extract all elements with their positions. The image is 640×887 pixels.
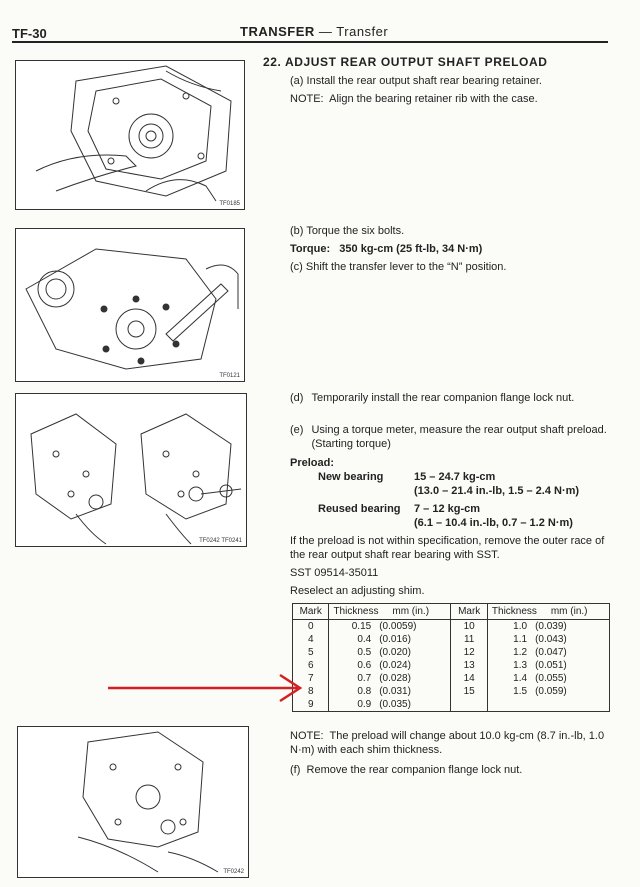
- illustration-torque: [16, 229, 244, 381]
- thickness-in-cell: (0.055): [531, 672, 609, 685]
- note-text: Align the bearing retainer rib with the case.: [329, 93, 538, 105]
- mark-cell: 11: [451, 633, 487, 646]
- header-thickness: [487, 604, 609, 620]
- thickness-in-cell: (0.059): [531, 685, 609, 698]
- substep-f: [290, 763, 522, 777]
- note-preload: [290, 729, 612, 757]
- thickness-in-cell: (0.047): [531, 646, 609, 659]
- figure-code: TF0242: [223, 869, 244, 875]
- substep-label: (a): [290, 75, 304, 87]
- illustration-lock-nut: [18, 727, 248, 877]
- figure-code: TF0242 TF0241: [199, 538, 242, 544]
- header-rule: [12, 41, 608, 43]
- thickness-mm-cell: 0.9: [329, 698, 375, 712]
- thickness-in-cell: [531, 698, 609, 712]
- mark-cell: 8: [293, 685, 329, 698]
- thickness-mm-cell: 1.5: [487, 685, 531, 698]
- substep-a: [290, 74, 620, 88]
- torque-label: Torque:: [290, 243, 331, 255]
- table-row: [293, 659, 610, 672]
- thickness-mm-cell: 0.15: [329, 620, 375, 634]
- step-heading: [263, 55, 548, 69]
- reused-bearing-value-alt: (6.1 – 10.4 in.-lb, 0.7 – 1.2 N·m): [414, 517, 573, 529]
- thickness-in-cell: (0.028): [375, 672, 451, 685]
- thickness-mm-cell: [487, 698, 531, 712]
- substep-text: Torque the six bolts.: [306, 225, 405, 237]
- substep-c: [290, 260, 506, 274]
- new-bearing-value: 15 – 24.7 kg-cm: [414, 471, 496, 483]
- illustration-preload: [16, 394, 246, 546]
- substep-text: Remove the rear companion flange lock nut.: [306, 764, 523, 776]
- substep-text: Shift the transfer lever to the “N” position.: [305, 261, 507, 273]
- table-row: [293, 633, 610, 646]
- header-thickness: [329, 604, 451, 620]
- mark-cell: 9: [293, 698, 329, 712]
- substep-label: (b): [290, 225, 304, 237]
- substep-label: (d): [290, 392, 304, 404]
- torque-spec: [290, 242, 482, 256]
- substep-label: (c): [290, 261, 303, 273]
- step-number: 22.: [263, 55, 282, 69]
- new-bearing-value-alt: (13.0 – 21.4 in.-lb, 1.5 – 2.4 N·m): [414, 485, 580, 497]
- mark-cell: 0: [293, 620, 329, 634]
- note-label: NOTE:: [290, 730, 324, 742]
- thickness-in-cell: (0.035): [375, 698, 451, 712]
- thickness-mm-cell: 0.7: [329, 672, 375, 685]
- shim-table: [292, 603, 610, 712]
- header-thickness-label: Thickness: [333, 606, 379, 617]
- thickness-mm-cell: 1.3: [487, 659, 531, 672]
- mark-cell: 12: [451, 646, 487, 659]
- thickness-in-cell: (0.031): [375, 685, 451, 698]
- thickness-mm-cell: 1.1: [487, 633, 531, 646]
- substep-d: [290, 391, 612, 405]
- page-id: TF-30: [12, 26, 47, 41]
- thickness-mm-cell: 1.0: [487, 620, 531, 634]
- substep-b: [290, 224, 404, 238]
- thickness-in-cell: (0.024): [375, 659, 451, 672]
- spec-text: If the preload is not within specification, remove the outer race of the rear output shaft rear bearing with SST.: [290, 535, 605, 561]
- substep-e: [290, 423, 612, 451]
- mark-cell: 7: [293, 672, 329, 685]
- reselect-text: Reselect an adjusting shim.: [290, 585, 425, 597]
- thickness-mm-cell: 1.4: [487, 672, 531, 685]
- figure-torque-bolts: [15, 228, 245, 382]
- mark-cell: 13: [451, 659, 487, 672]
- thickness-in-cell: (0.051): [531, 659, 609, 672]
- note-label: NOTE:: [290, 93, 324, 105]
- thickness-in-cell: (0.0059): [375, 620, 451, 634]
- figure-bearing-retainer: [15, 60, 245, 210]
- thickness-mm-cell: 0.6: [329, 659, 375, 672]
- thickness-in-cell: (0.016): [375, 633, 451, 646]
- table-row: [293, 646, 610, 659]
- substep-label: (f): [290, 764, 301, 776]
- mark-cell: 5: [293, 646, 329, 659]
- header-unit: mm (in.): [392, 606, 430, 617]
- thickness-mm-cell: 1.2: [487, 646, 531, 659]
- substep-text: Temporarily install the rear companion flange lock nut.: [311, 392, 575, 404]
- header-thickness-label: Thickness: [491, 606, 537, 617]
- figure-code: TF0185: [219, 201, 240, 207]
- table-row: [293, 685, 610, 698]
- thickness-in-cell: (0.043): [531, 633, 609, 646]
- preload-label: Preload:: [290, 457, 335, 469]
- figure-torque-meter: [15, 393, 247, 547]
- section-name: TRANSFER: [240, 24, 315, 39]
- substep-label: (e): [290, 424, 304, 436]
- step-title: ADJUST REAR OUTPUT SHAFT PRELOAD: [284, 55, 548, 69]
- table-row: [293, 672, 610, 685]
- note-retainer: [290, 92, 620, 106]
- thickness-in-cell: (0.039): [531, 620, 609, 634]
- mark-cell: [451, 698, 487, 712]
- torque-value: 350 kg-cm (25 ft-lb, 34 N·m): [339, 243, 483, 255]
- header-mark: Mark: [293, 604, 329, 620]
- section-dash: —: [318, 24, 333, 39]
- substep-text: Using a torque meter, measure the rear output shaft preload. (Starting torque): [311, 424, 607, 450]
- table-row: [293, 698, 610, 712]
- header-mark: Mark: [451, 604, 487, 620]
- thickness-mm-cell: 0.5: [329, 646, 375, 659]
- mark-cell: 4: [293, 633, 329, 646]
- mark-cell: 15: [451, 685, 487, 698]
- mark-cell: 6: [293, 659, 329, 672]
- mark-cell: 10: [451, 620, 487, 634]
- reused-bearing-label: Reused bearing: [318, 503, 401, 515]
- thickness-mm-cell: 0.8: [329, 685, 375, 698]
- figure-lock-nut: [17, 726, 249, 878]
- red-arrow: [108, 671, 304, 705]
- header-unit: mm (in.): [550, 606, 588, 617]
- section-title: [240, 24, 388, 39]
- sst-number: SST 09514-35011: [290, 567, 379, 579]
- substep-text: Install the rear output shaft rear bearing retainer.: [306, 75, 542, 87]
- figure-code: TF0121: [219, 373, 240, 379]
- new-bearing-label: New bearing: [318, 471, 384, 483]
- thickness-mm-cell: 0.4: [329, 633, 375, 646]
- subsection-name: Transfer: [336, 24, 389, 39]
- table-header-row: [293, 604, 610, 620]
- mark-cell: 14: [451, 672, 487, 685]
- table-row: [293, 620, 610, 634]
- note-text: The preload will change about 10.0 kg-cm (8.7 in.-lb, 1.0 N·m) with each shim thickness.: [290, 730, 605, 756]
- illustration-retainer: [16, 61, 244, 209]
- thickness-in-cell: (0.020): [375, 646, 451, 659]
- reused-bearing-value: 7 – 12 kg-cm: [414, 503, 481, 515]
